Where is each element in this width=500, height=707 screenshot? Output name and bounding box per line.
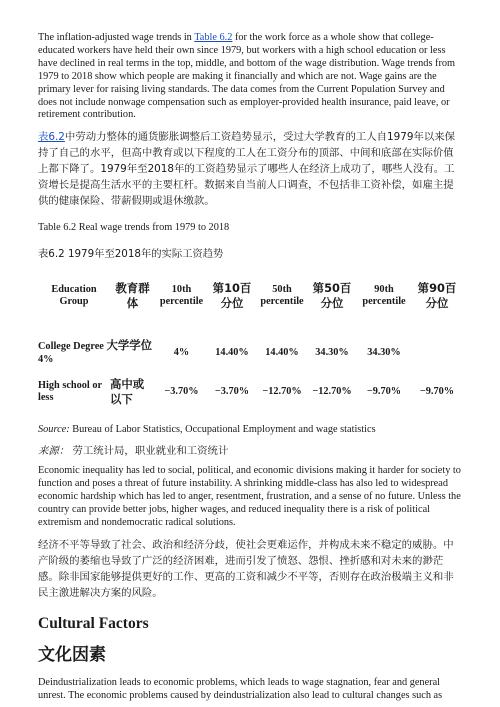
inequality-paragraph-zh: 经济不平等导致了社会、政治和经济分歧，使社会更难运作，并构成未来不稳定的威胁。中产阶级的萎缩也导致了广泛的经济困难，进而引发了愤怒、怨恨、挫折感和对未来的渺茫感。除非国家能够提供更好的工作、更高的工资和减少不平等，否则存在政治极端主义和非民主激进解决方案的风险。 — [38, 538, 454, 599]
table-6-2-link[interactable]: Table 6.2 — [194, 32, 233, 43]
source-note — [38, 424, 462, 437]
table-cell: −12.70% — [262, 386, 302, 397]
header-education-group-zh: 教育群体 — [115, 281, 150, 311]
deindustrialization-paragraph: Deindustrialization leads to economic problems, which leads to wage stagnation, fear and general unrest. The economic problems caused by deindustrialization also lead to cultural changes such as — [38, 676, 443, 701]
row-label-en: College Degree — [38, 341, 104, 353]
table-cell-empty — [412, 339, 462, 366]
section-heading-zh: 文化因素 — [38, 644, 106, 665]
table-header-row — [38, 271, 462, 321]
row-label-en: High school or less — [38, 379, 102, 404]
section-heading: Cultural Factors — [38, 614, 149, 632]
header-10th-percentile-zh: 第10百分位 — [212, 281, 252, 311]
document-page — [38, 32, 462, 703]
table-cell: −12.70% — [312, 386, 352, 397]
intro-paragraph — [38, 32, 462, 122]
header-90th-percentile: 90th percentile — [362, 283, 406, 308]
row-label — [38, 339, 155, 366]
table-cell: −9.70% — [419, 386, 455, 397]
intro-text-zh: 中劳动力整体的通货膨胀调整后工资趋势显示，受过大学教育的工人自1979年以来保持了自己的水平，但高中教育或以下程度的工人在工资分布的顶部、中间和底部在实际价值上都下降了。1979年至2018年的工资趋势显示了哪些人在经济上成功了，哪些人没有。工资增长是提高生活水平的主要杠杆。数据来自当前人口调查，不包括非工资补偿，如雇主提供的健康保险、带薪假期或退休缴款。 — [38, 131, 456, 208]
table-cell: 4% — [38, 353, 54, 365]
source-note-zh — [38, 443, 462, 459]
table-cell: 14.40% — [265, 346, 299, 358]
source-text: Bureau of Labor Statistics, Occupational Employment and wage statistics — [69, 424, 376, 436]
source-label-zh: 来源： — [38, 445, 70, 458]
header-10th-percentile: 10th percentile — [159, 283, 204, 308]
table-spacer-row — [38, 321, 462, 339]
row-label-zh: 大学学位 — [106, 338, 153, 353]
source-text-zh: 劳工统计局，职业就业和工资统计 — [69, 445, 229, 458]
table-cell: 14.40% — [215, 346, 249, 358]
table-caption: Table 6.2 Real wage trends from 1979 to 2018 — [38, 222, 230, 234]
intro-text-start: The inflation-adjusted wage trends in — [38, 32, 195, 43]
table-row — [38, 366, 462, 414]
table-cell: −3.70% — [164, 386, 199, 397]
row-label-zh: 高中或以下 — [110, 377, 145, 407]
header-50th-percentile: 50th percentile — [260, 283, 304, 308]
table-cell: −3.70% — [214, 386, 250, 397]
header-90th-percentile-zh: 第90百分位 — [417, 281, 457, 311]
intro-text-rest: for the work force as a whole show that college-educated workers have held their own since 1979, but workers with a high school education or less have declined in real terms in the top, middle, and bottom of the wage distribution. Wage trends from 1979 to 2018 show which people are making it financially and which are not. Wage gains are the primary lever for raising living standards. The data comes from the Current Population Survey and does not include nonwage compensation such as employer-provided health insurance, paid leave, or retirement contribution. — [38, 32, 456, 121]
table-row — [38, 339, 462, 366]
table-caption-zh: 表6.2 1979年至2018年的实际工资趋势 — [38, 248, 224, 261]
header-50th-percentile-zh: 第50百分位 — [312, 281, 352, 311]
table-cell: 34.30% — [315, 346, 349, 358]
table-6-2-link-zh[interactable]: 表6.2 — [38, 131, 65, 144]
table-cell: −9.70% — [366, 386, 402, 397]
wage-trends-table — [38, 271, 462, 414]
header-education-group: Education Group — [51, 283, 97, 308]
table-cell: 4% — [173, 346, 190, 358]
inequality-paragraph: Economic inequality has led to social, political, and economic divisions making it harder for society to function and poses a threat of future instability. A shrinking middle-class has also led to widespread economic hardship which has led to anger, resentment, frustration, and a sense of no future. Unless the country can provide better jobs, higher wages, and reduced inequality there is a risk of political extremism and nondemocratic radical solutions. — [38, 465, 461, 528]
intro-paragraph-zh — [38, 129, 462, 209]
table-cell: 34.30% — [367, 346, 401, 358]
source-label: Source: — [38, 424, 70, 436]
